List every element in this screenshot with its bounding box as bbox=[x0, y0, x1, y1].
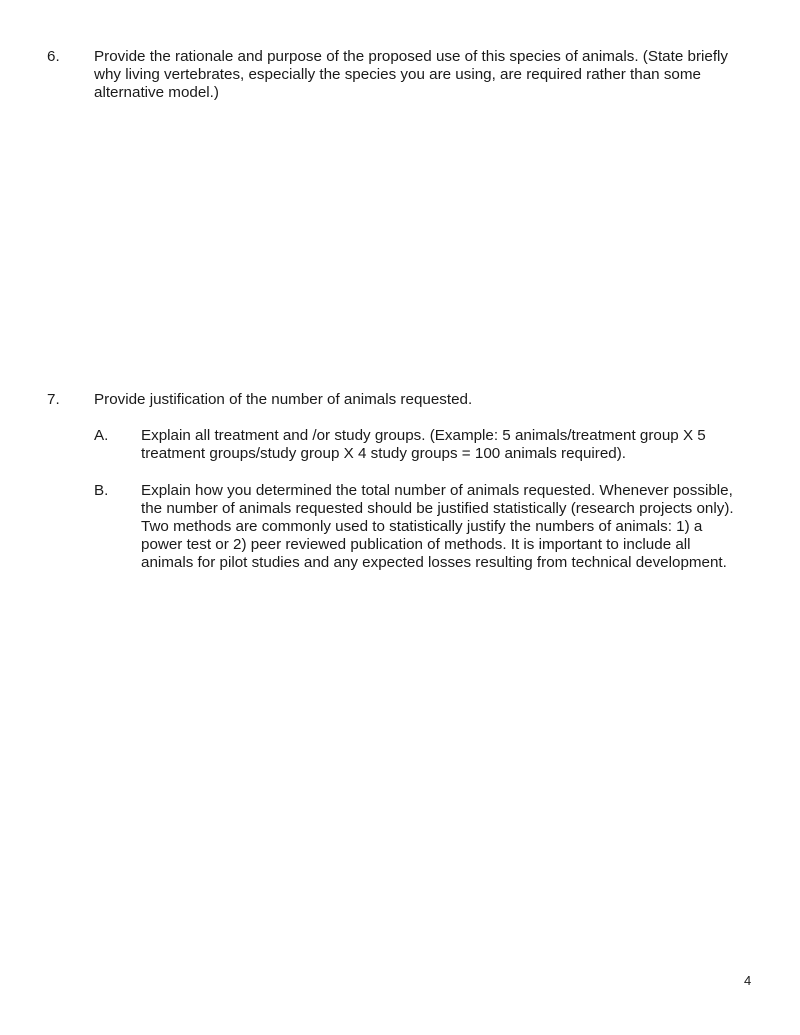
question-6-number: 6. bbox=[47, 48, 60, 65]
question-7-text: Provide justification of the number of animals requested. bbox=[94, 391, 473, 408]
question-7-number: 7. bbox=[47, 391, 60, 408]
subitem-b-text: Explain how you determined the total number of animals requested. Whenever possible, the number of animals requested should be justified statistically (research projects only). Two methods are commonly used to statistically justify the numbers of animals: 1) a power test or 2) peer reviewed publication of methods. It is important to include all animals for pilot studies and any expected losses resulting from technical development. bbox=[141, 482, 734, 571]
subitem-a-letter: A. bbox=[94, 427, 109, 444]
subitem-a-text: Explain all treatment and /or study groups. (Example: 5 animals/treatment group X 5 treatment groups/study group X 4 study groups = 100 animals required). bbox=[141, 427, 706, 462]
page-number: 4 bbox=[744, 973, 752, 988]
subitem-b-letter: B. bbox=[94, 482, 109, 499]
question-6-text: Provide the rationale and purpose of the proposed use of this species of animals. (State briefly why living vertebrates, especially the species you are using, are required rather than some alternative model.) bbox=[94, 48, 729, 101]
